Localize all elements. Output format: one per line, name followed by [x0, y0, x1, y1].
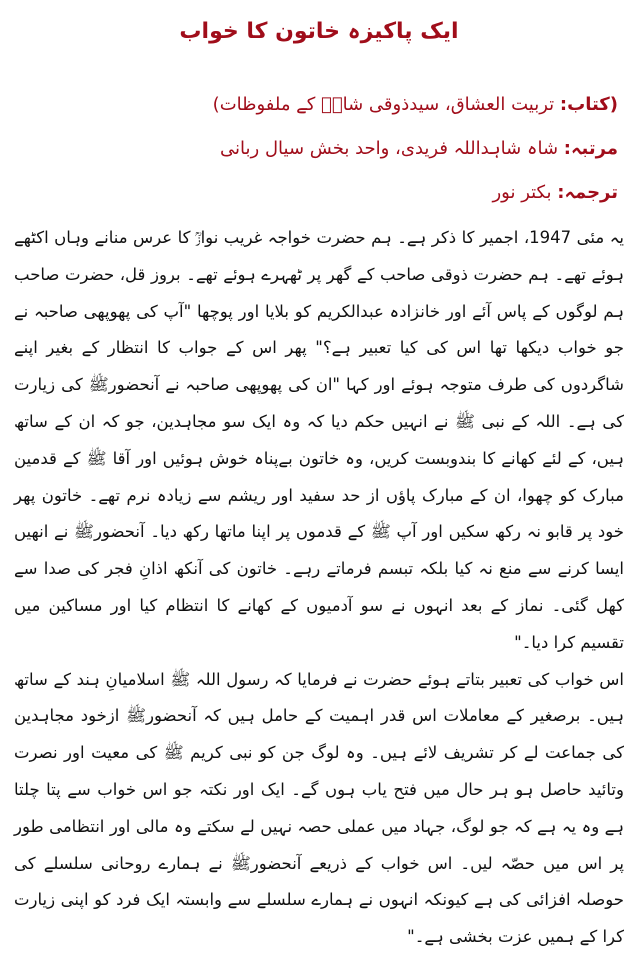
paragraph-interpretation: اس خواب کی تعبیر بتاتے ہوئے حضرت نے فرمایا کہ رسول اللہ ﷺ اسلامیانِ ہند کے ساتھ ہیں۔ برصغیر کے معاملات اس قدر اہمیت کے حامل ہیں کہ آنحضورﷺ ازخود مجاہدین کی جماعت لے کر تشریف لائے ہیں۔ وہ لوگ جن کو نبی کریم ﷺ کی معیت اور نصرت وتائید حاصل ہو ہر حال میں فتح یاب ہوں گے۔ ایک اور نکتہ جو اس خواب سے پتا چلتا ہے وہ یہ ہے کہ جو لوگ، جہاد میں عملی حصہ نہیں لے سکتے وہ مالی اور انتظامی طور پر اس میں حصّہ لیں۔ اس خواب کے ذریعے آنحضورﷺ نے ہمارے روحانی سلسلے کی حوصلہ افزائی کی ہے کیونکہ انہوں نے ہمارے سلسلے سے وابستہ ایک فرد کو اپنی زیارت کرا کے ہمیں عزت بخشی ہے۔": [14, 669, 624, 947]
book-label: (کتاب:: [559, 94, 618, 115]
article-body: [14, 220, 624, 956]
page-title: ایک پاکیزہ خاتون کا خواب: [179, 19, 459, 44]
compiler-line: [14, 132, 618, 166]
translator-value: بکتر نور: [492, 182, 552, 203]
compiler-value: شاہ شاہداللہ فریدی، واحد بخش سیال ربانی: [220, 138, 559, 159]
article: [14, 10, 624, 956]
book-value: تربیت العشاق، سیدذوقی شاہؒ کے ملفوظات): [212, 94, 555, 115]
translator-label: ترجمہ:: [557, 182, 618, 203]
compiler-label: مرتبہ:: [563, 138, 618, 159]
translator-line: [14, 176, 618, 210]
book-line: [14, 88, 618, 122]
paragraph-dream: یہ مئی 1947، اجمیر کا ذکر ہے۔ ہم حضرت خواجہ غریب نوازؒ کا عرس منانے وہاں اکٹھے ہوئے تھے۔ ہم حضرت ذوقی صاحب کے گھر پر ٹھہرے ہوئے تھے۔ بروز قل، حضرت صاحب ہم لوگوں کے پاس آئے اور خانزادہ عبدالکریم کو بلایا اور پوچھا "آپ کی پھوپھی صاحبہ نے جو خواب دیکھا تھا اس کی کیا تعبیر ہے؟" پھر اس کے جواب کا انتظار کے بغیر اپنے شاگردوں کی طرف متوجہ ہوئے اور کہا "ان کی پھوپھی صاحبہ نے آنحضورﷺ کی زیارت کی ہے۔ اللہ کے نبی ﷺ نے انہیں حکم دیا کہ وہ ایک سو مجاہدین، جو کہ ان کے ساتھ ہیں، کے لئے کھانے کا بندوبست کریں، وہ خاتون بےپناہ خوش ہوئیں اور آقا ﷺ کے قدمین مبارک کو چھوا، ان کے مبارک پاؤں از حد سفید اور ریشم سے زیادہ نرم تھے۔ خاتون پھر خود پر قابو نہ رکھ سکیں اور آپ ﷺ کے قدموں پر اپنا ماتھا رکھ دیا۔ آنحضورﷺ نے انھیں ایسا کرنے سے منع نہ کیا بلکہ تبسم فرماتے رہے۔ خاتون کی آنکھ اذانِ فجر کی صدا سے کھل گئی۔ نماز کے بعد انہوں نے سو آدمیوں کے کھانے کا انتظام کیا اور مساکین میں تقسیم کرا دیا۔": [14, 228, 624, 652]
book-metadata: [14, 88, 618, 210]
